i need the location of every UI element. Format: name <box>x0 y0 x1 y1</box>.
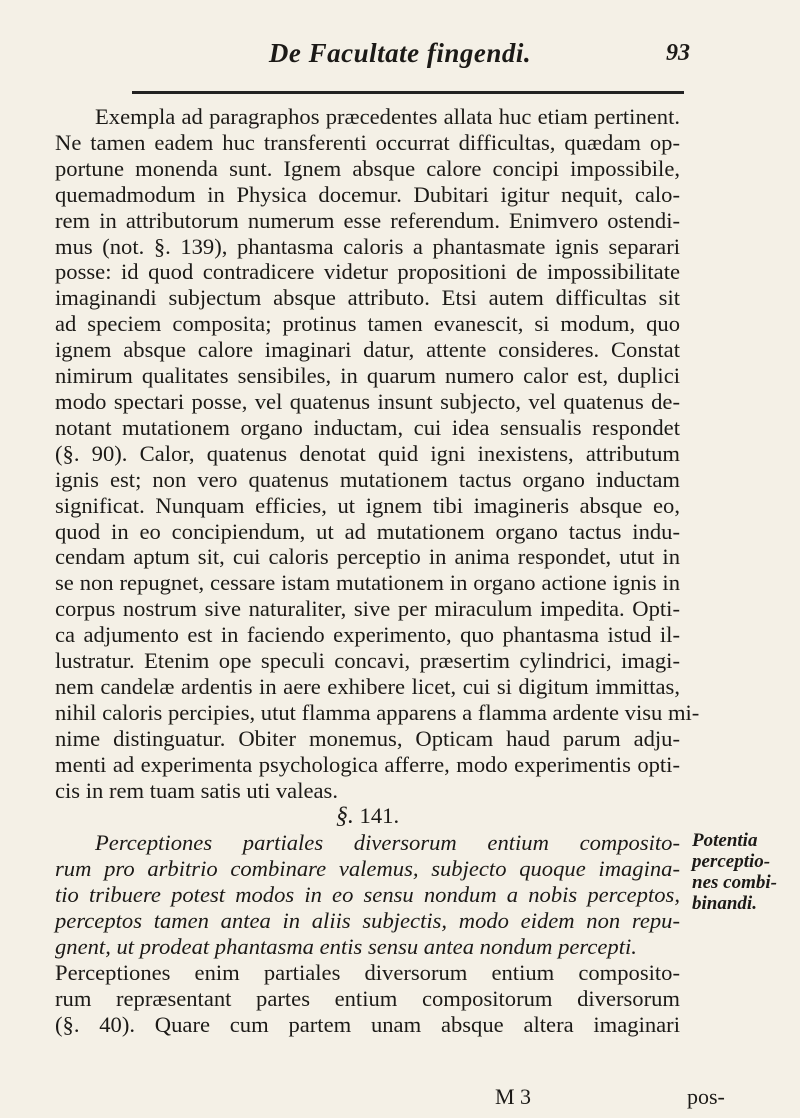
text-line: se non repugnet, cessare istam mutationem in organo actione ignis in <box>55 570 680 596</box>
text-line: ignem absque calore imaginari datur, attente consideres. Constat <box>55 337 680 363</box>
catchword: pos- <box>687 1084 725 1109</box>
text-line: modo spectari posse, vel quatenus insunt subjecto, vel quatenus de- <box>55 388 680 414</box>
margin-note-line: Potentia <box>692 830 758 851</box>
signature-mark: M 3 <box>495 1084 532 1109</box>
margin-note-line: perceptio- <box>692 851 771 872</box>
text-line: Exempla ad paragraphos præcedentes allata huc etiam pertinent. <box>95 104 680 129</box>
text-line: imaginandi subjectum absque attributo. Etsi autem difficultas sit <box>55 285 680 311</box>
text-line: mus (not. §. 139), phantasma caloris a phantasmate ignis separari <box>55 233 680 259</box>
page-number: 93 <box>666 40 690 66</box>
text-line: nimirum qualitates sensibiles, in quarum numero calor est, duplici <box>55 363 680 389</box>
text-line: rum pro arbitrio combinare valemus, subjecto quoque imagina- <box>55 856 680 882</box>
text-line: ca adjumento est in faciendo experimento, quo phantasma istud il- <box>55 622 680 648</box>
margin-note-line: nes combi- <box>692 872 777 893</box>
text-line: nime distinguatur. Obiter monemus, Opticam haud parum adju- <box>55 725 680 751</box>
text-line: rem in attributorum numerum esse referendum. Enimvero ostendi- <box>55 207 680 233</box>
text-line: ad speciem composita; protinus tamen evanescit, si modum, quo <box>55 311 680 337</box>
text-line: perceptos tamen antea in aliis subjectis, modo eidem non repu- <box>55 908 680 934</box>
text-line: nem candelæ ardentis in aere exhibere licet, cui si digitum immittas, <box>55 673 680 699</box>
text-line: significat. Nunquam efficies, ut ignem tibi imagineris absque eo, <box>55 492 680 518</box>
text-line: (§. 90). Calor, quatenus denotat quid igni inexistens, attributum <box>55 440 680 466</box>
margin-note <box>692 830 800 914</box>
text-line: lustratur. Etenim ope speculi concavi, præsertim cylindrici, imagi- <box>55 648 680 674</box>
text-line: posse: id quod contradicere videtur propositioni de impossibilitate <box>55 259 680 285</box>
text-line: cendam aptum sit, cui caloris perceptio in anima respondet, utut in <box>55 544 680 570</box>
text-line: Ne tamen eadem huc transferenti occurrat difficultas, quædam op- <box>55 129 680 155</box>
section-heading <box>55 803 680 830</box>
paragraph-2 <box>55 830 680 960</box>
text-line: corpus nostrum sive naturaliter, sive per miraculum impedita. Opti- <box>55 596 680 622</box>
text-line: nihil caloris percipies, utut flamma apparens a flamma ardente visu mi- <box>55 699 700 725</box>
page-header <box>0 38 800 70</box>
text-line: rum repræsentant partes entium compositorum diversorum <box>55 985 680 1011</box>
text-line: cis in rem tuam satis uti valeas. <box>55 777 338 803</box>
running-title: De Facultate fingendi. <box>268 38 532 68</box>
text-line: Perceptiones enim partiales diversorum entium composito- <box>55 959 680 985</box>
text-line: quemadmodum in Physica docemur. Dubitari igitur nequit, calo- <box>55 181 680 207</box>
margin-note-line: binandi. <box>692 893 757 914</box>
text-line: Perceptiones partiales diversorum entium composito- <box>95 830 680 856</box>
text-line: portune monenda sunt. Ignem absque calore concipi impossibile, <box>55 155 680 181</box>
main-text <box>55 104 700 1038</box>
section-number: 141. <box>359 803 400 829</box>
text-line: tio tribuere potest modos in eo sensu nondum a nobis perceptos, <box>55 882 680 908</box>
text-line: quod in eo concipiendum, ut ad mutationem organo tactus indu- <box>55 518 680 544</box>
text-line: (§. 40). Quare cum partem unam absque altera imaginari <box>55 1011 680 1037</box>
text-line: ignis est; non vero quatenus mutationem tactus organo inductam <box>55 466 680 492</box>
text-line: notant mutationem organo inductam, cui idea sensualis respondet <box>55 414 680 440</box>
header-rule <box>132 91 684 94</box>
paragraph-3 <box>55 960 680 1038</box>
paragraph-1 <box>55 104 700 803</box>
text-line: menti ad experimenta psychologica afferre, modo experimentis opti- <box>55 751 680 777</box>
text-line: gnent, ut prodeat phantasma entis sensu antea nondum percepti. <box>55 934 637 959</box>
section-marker: §. <box>335 803 354 830</box>
